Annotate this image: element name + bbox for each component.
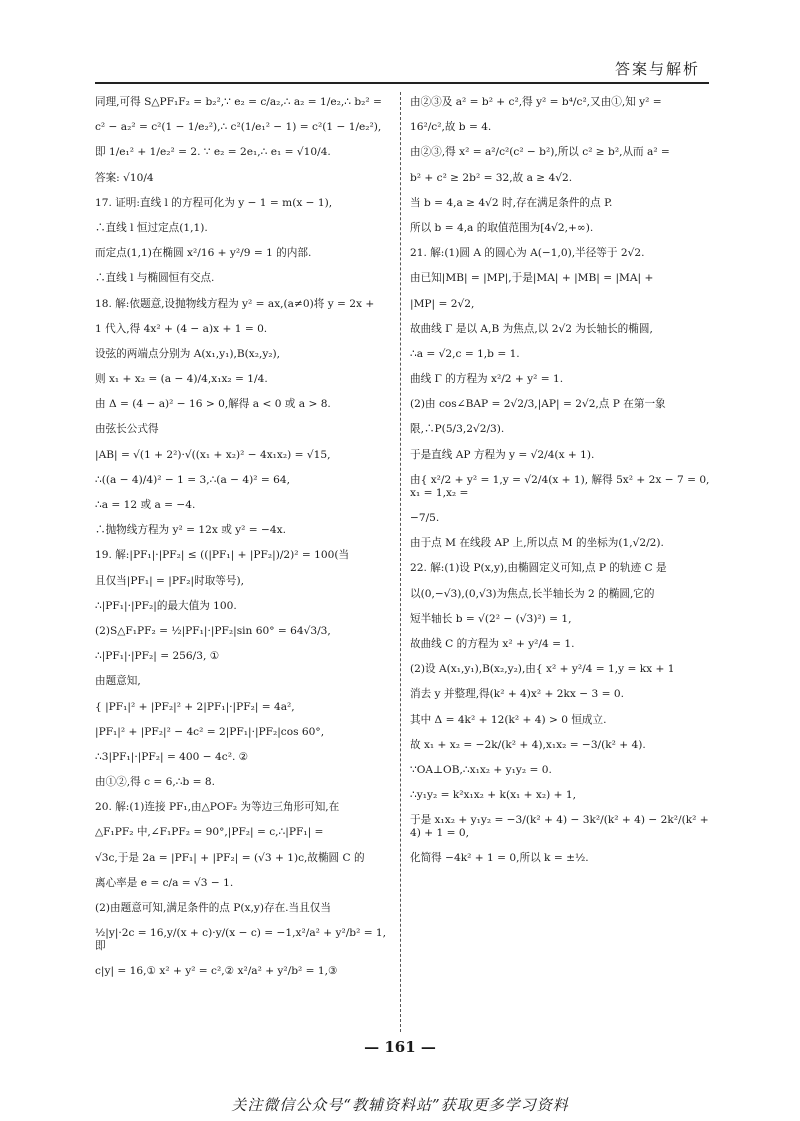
text-line: |MP| = 2√2,: [410, 297, 475, 310]
text-line: 1 代入,得 4x² + (4 − a)x + 1 = 0.: [95, 322, 268, 335]
text-line: 故曲线 Γ 是以 A,B 为焦点,以 2√2 为长轴长的椭圆,: [410, 322, 653, 335]
text-line: (2)S△F₁PF₂ = ½|PF₁|·|PF₂|sin 60° = 64√3/3,: [95, 624, 331, 637]
text-line: 由{ x²/2 + y² = 1,y = √2/4(x + 1), 解得 5x² + 2x − 7 = 0,x₁ = 1,x₂ =: [410, 473, 710, 499]
text-line: 由②③,得 x² = a²/c²(c² − b²),所以 c² ≥ b²,从而 a² =: [410, 146, 670, 159]
text-line: 于是 x₁x₂ + y₁y₂ = −3/(k² + 4) − 3k²/(k² + 4) − 2k²/(k² + 4) + 1 = 0,: [410, 814, 709, 840]
text-line: ∴a = 12 或 a = −4.: [95, 499, 196, 511]
header-rule: [95, 82, 709, 84]
text-line: 当 b = 4,a ≥ 4√2 时,存在满足条件的点 P.: [410, 196, 613, 209]
text-line: 由已知|MB| = |MP|,于是|MA| + |MB| = |MA| +: [410, 272, 654, 285]
text-line: 离心率是 e = c/a = √3 − 1.: [95, 876, 234, 889]
text-line: 由题意知,: [95, 675, 141, 688]
text-line: △F₁PF₂ 中,∠F₁PF₂ = 90°,|PF₂| = c,∴|PF₁| =: [95, 826, 324, 839]
text-line: ∴|PF₁|·|PF₂| = 256/3, ①: [95, 650, 220, 663]
text-line: ∴直线 l 与椭圆恒有交点.: [95, 272, 215, 285]
text-line: 16²/c²,故 b = 4.: [410, 121, 492, 134]
text-line: 故 x₁ + x₂ = −2k/(k² + 4),x₁x₂ = −3/(k² + 4).: [410, 738, 646, 751]
text-line: 21. 解:(1)圆 A 的圆心为 A(−1,0),半径等于 2√2.: [410, 247, 645, 260]
text-line: 由于点 M 在线段 AP 上,所以点 M 的坐标为(1,√2/2).: [410, 537, 664, 550]
text-line: ∵OA⊥OB,∴x₁x₂ + y₁y₂ = 0.: [410, 763, 552, 776]
text-line: 故曲线 C 的方程为 x² + y²/4 = 1.: [410, 637, 575, 650]
text-line: ∴a = √2,c = 1,b = 1.: [410, 347, 520, 360]
text-line: b² + c² ≥ 2b² = 32,故 a ≥ 4√2.: [410, 171, 573, 184]
text-line: 19. 解:|PF₁|·|PF₂| ≤ ((|PF₁| + |PF₂|)/2)² = 100(当: [95, 549, 350, 562]
text-line: 曲线 Γ 的方程为 x²/2 + y² = 1.: [410, 373, 564, 386]
text-line: c² − a₂² = c²(1 − 1/e₂²),∴ c²(1/e₁² − 1) = c²(1 − 1/e₂²),: [95, 121, 382, 134]
text-line: (2)由题意可知,满足条件的点 P(x,y)存在.当且仅当: [95, 902, 331, 914]
page-number: — 161 —: [364, 1038, 436, 1056]
text-line: 则 x₁ + x₂ = (a − 4)/4,x₁x₂ = 1/4.: [95, 373, 268, 386]
text-line: { |PF₁|² + |PF₂|² + 2|PF₁|·|PF₂| = 4a²,: [95, 700, 295, 713]
text-line: √3c,于是 2a = |PF₁| + |PF₂| = (√3 + 1)c,故椭圆 C 的: [95, 851, 365, 864]
text-line: −7/5.: [410, 512, 440, 524]
text-line: ½|y|·2c = 16,y/(x + c)·y/(x − c) = −1,x²/a² + y²/b² = 1,即: [95, 927, 387, 953]
text-line: 化简得 −4k² + 1 = 0,所以 k = ±½.: [410, 852, 589, 865]
text-line: |PF₁|² + |PF₂|² − 4c² = 2|PF₁|·|PF₂|cos 60°,: [95, 725, 325, 738]
text-line: ∴((a − 4)/4)² − 1 = 3,∴(a − 4)² = 64,: [95, 473, 290, 486]
text-line: ∴|PF₁|·|PF₂|的最大值为 100.: [95, 599, 237, 612]
text-line: (2)由 cos∠BAP = 2√2/3,|AP| = 2√2,点 P 在第一象: [410, 398, 666, 411]
column-divider: [400, 92, 401, 1032]
text-line: 20. 解:(1)连接 PF₁,由△POF₂ 为等边三角形可知,在: [95, 801, 340, 814]
text-line: ∴3|PF₁|·|PF₂| = 400 − 4c². ②: [95, 750, 249, 763]
text-line: 于是直线 AP 方程为 y = √2/4(x + 1).: [410, 448, 595, 461]
text-line: 同理,可得 S△PF₁F₂ = b₂²,∵ e₂ = c/a₂,∴ a₂ = 1/e₂,∴ b₂² =: [95, 96, 382, 108]
text-line: 其中 Δ = 4k² + 12(k² + 4) > 0 恒成立.: [410, 713, 607, 726]
left-column: [95, 96, 395, 991]
text-line: 由 Δ = (4 − a)² − 16 > 0,解得 a < 0 或 a > 8.: [95, 398, 331, 411]
text-line: 短半轴长 b = √(2² − (√3)²) = 1,: [410, 612, 572, 625]
text-line: 答案: √10/4: [95, 171, 154, 184]
text-line: 18. 解:依题意,设抛物线方程为 y² = ax,(a≠0)将 y = 2x +: [95, 297, 375, 310]
text-line: 即 1/e₁² + 1/e₂² = 2. ∵ e₂ = 2e₁,∴ e₁ = √10/4.: [95, 146, 331, 159]
text-line: 由①②,得 c = 6,∴b = 8.: [95, 776, 216, 789]
text-line: 限,∴P(5/3,2√2/3).: [410, 423, 505, 436]
text-line: ∴直线 l 恒过定点(1,1).: [95, 221, 208, 234]
text-line: ∴抛物线方程为 y² = 12x 或 y² = −4x.: [95, 524, 286, 537]
text-line: (2)设 A(x₁,y₁),B(x₂,y₂),由{ x² + y²/4 = 1,y = kx + 1: [410, 663, 675, 676]
text-line: 消去 y 并整理,得(k² + 4)x² + 2kx − 3 = 0.: [410, 688, 624, 701]
text-line: 22. 解:(1)设 P(x,y),由椭圆定义可知,点 P 的轨迹 C 是: [410, 562, 667, 575]
text-line: 所以 b = 4,a 的取值范围为[4√2,+∞).: [410, 221, 594, 234]
text-line: 而定点(1,1)在椭圆 x²/16 + y²/9 = 1 的内部.: [95, 247, 312, 260]
text-line: 设弦的两端点分别为 A(x₁,y₁),B(x₂,y₂),: [95, 347, 281, 360]
text-line: 17. 证明:直线 l 的方程可化为 y − 1 = m(x − 1),: [95, 196, 333, 209]
text-line: 以(0,−√3),(0,√3)为焦点,长半轴长为 2 的椭圆,它的: [410, 587, 655, 600]
text-line: 由②③及 a² = b² + c²,得 y² = b⁴/c²,又由①,知 y² =: [410, 96, 662, 108]
text-line: |AB| = √(1 + 2²)·√((x₁ + x₂)² − 4x₁x₂) = √15,: [95, 448, 331, 461]
right-column: [410, 96, 710, 878]
text-line: 由弦长公式得: [95, 423, 159, 436]
footer-note: 关注微信公众号“教辅资料站”获取更多学习资料: [231, 1096, 569, 1114]
header-title: 答案与解析: [614, 60, 700, 78]
text-line: ∴y₁y₂ = k²x₁x₂ + k(x₁ + x₂) + 1,: [410, 789, 576, 802]
text-line: 且仅当|PF₁| = |PF₂|时取等号),: [95, 574, 244, 587]
text-line: c|y| = 16,① x² + y² = c²,② x²/a² + y²/b² = 1,③: [95, 965, 338, 978]
